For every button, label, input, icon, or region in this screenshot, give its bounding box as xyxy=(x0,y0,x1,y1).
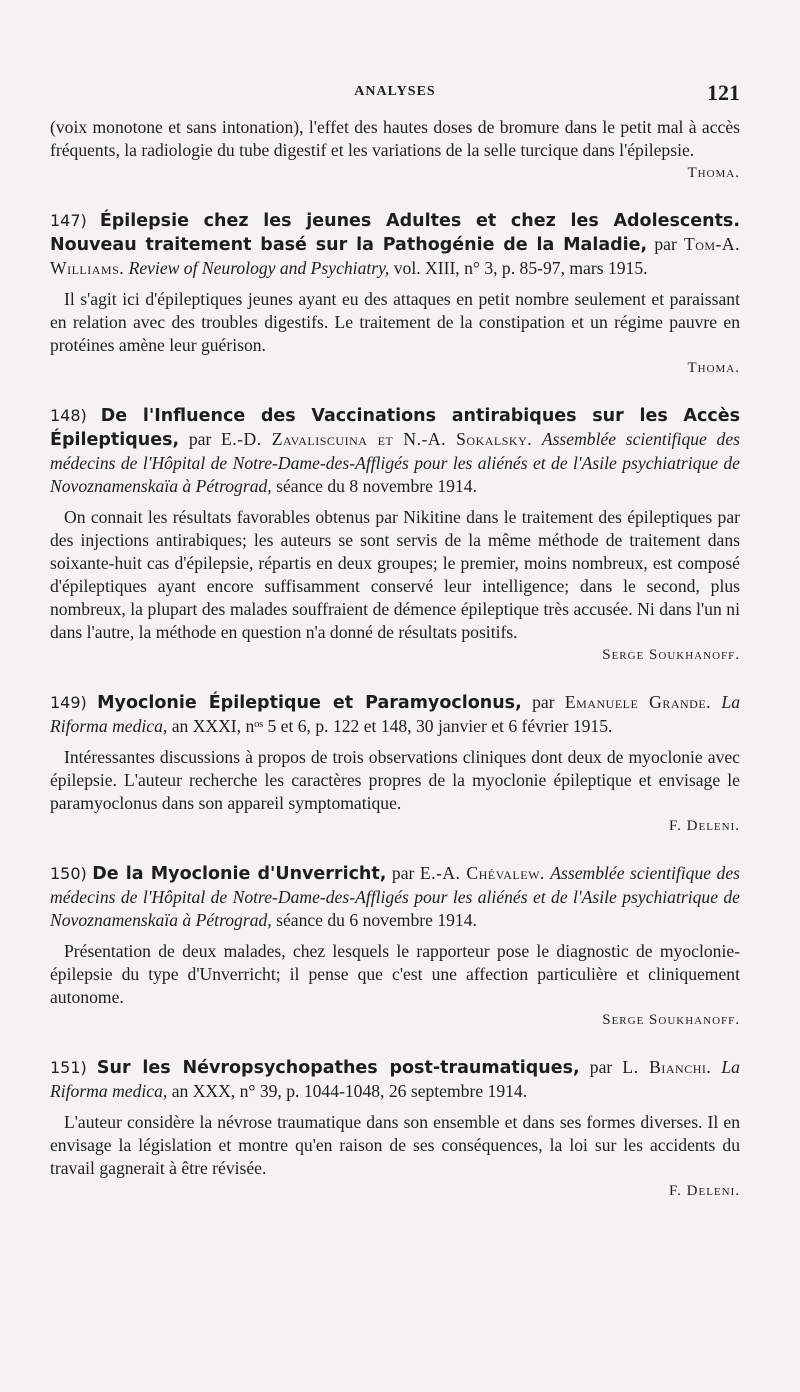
entry-by: par xyxy=(589,1057,613,1077)
entry-title: Épilepsie chez les jeunes Adultes et chez les Adolescents. Nouveau traitement basé sur la Pathogénie de la Maladie, xyxy=(50,211,740,255)
page-header xyxy=(50,80,740,108)
entry-details: an XXX, n° 39, p. 1044-1048, 26 septembre 1914. xyxy=(171,1081,528,1101)
entry-147 xyxy=(50,209,740,380)
entry-details: vol. XIII, n° 3, p. 85-97, mars 1915. xyxy=(393,258,648,278)
running-head: ANALYSES xyxy=(354,84,436,99)
entry-authors: Tom-A. Williams. xyxy=(50,234,740,278)
entry-signature: F. Deleni. xyxy=(669,818,740,834)
entry-authors: L. Bianchi. xyxy=(622,1057,712,1077)
entry-title: De l'Influence des Vaccinations antirabiques sur les Accès Épileptiques, xyxy=(50,406,740,450)
page-content xyxy=(50,116,740,1203)
entry-number: 147) xyxy=(50,211,87,230)
entry-authors: E.-D. Zavaliscuina et N.-A. Sokalsky. xyxy=(220,429,533,449)
entry-by: par xyxy=(188,429,212,449)
entry-signature: Serge Soukhanoff. xyxy=(602,647,740,663)
entry-number: 148) xyxy=(50,406,87,425)
entry-abstract: Intéressantes discussions à propos de trois observations cliniques dont deux de myoclonie avec épilepsie. L'auteur recherche les caractères propres de la myoclonie épileptique et envisage le paramyoclonus dans son appareil symptomatique. xyxy=(50,747,740,813)
entry-heading xyxy=(50,691,740,738)
entry-details: séance du 8 novembre 1914. xyxy=(276,476,477,496)
entry-150 xyxy=(50,862,740,1032)
entry-heading xyxy=(50,209,740,280)
entry-149 xyxy=(50,691,740,838)
entry-source: Assemblée scientifique des médecins de l'Hôpital de Notre-Dame-des-Affligés pour les aliénés et de l'Asile psychiatrique de Novoznamenskaïa à Pétrograd, xyxy=(50,429,740,496)
entry-source: La Riforma medica, xyxy=(50,1057,740,1101)
entry-source: Assemblée scientifique des médecins de l'Hôpital de Notre-Dame-des-Affligés pour les aliénés et de l'Asile psychiatrique de Novoznamenskaïa à Pétrograd, xyxy=(50,863,740,930)
entry-details: séance du 6 novembre 1914. xyxy=(276,910,477,930)
entry-details: an XXXI, nᵒˢ 5 et 6, p. 122 et 148, 30 janvier et 6 février 1915. xyxy=(171,716,613,736)
entry-148 xyxy=(50,404,740,667)
entry-title: Myoclonie Épileptique et Paramyoclonus, xyxy=(97,693,522,713)
entry-abstract: On connait les résultats favorables obtenus par Nikitine dans le traitement des épileptiques par des injections antirabiques; les auteurs se sont servis de la même méthode de traitement dans soixante-huit cas d'épilepsie, répartis en deux groupes; le premier, moins nombreux, est composé d'épileptiques ayant encore suffisamment conservé leur intelligence; dans le second, plus nombreux, la plupart des malades souffraient de démence épileptique très accusée. Ni dans l'un ni dans l'autre, la méthode en question n'a donné de résultats positifs. xyxy=(50,507,740,642)
entry-heading xyxy=(50,404,740,498)
entry-heading xyxy=(50,862,740,932)
entry-title: Sur les Névropsychopathes post-traumatiques, xyxy=(96,1058,580,1078)
entry-source: Review of Neurology and Psychiatry, xyxy=(128,258,390,278)
entry-number: 150) xyxy=(50,864,87,883)
entry-signature: Serge Soukhanoff. xyxy=(602,1012,740,1028)
entry-signature: F. Deleni. xyxy=(669,1183,740,1199)
entry-by: par xyxy=(654,234,677,254)
entry-source: La Riforma medica, xyxy=(50,692,741,736)
entry-heading xyxy=(50,1056,740,1103)
entry-abstract: Présentation de deux malades, chez lesquels le rapporteur pose le diagnostic de myoclonie-épilepsie du type d'Unverricht; il pense que c'est une affection particulière et cliniquement autonome. xyxy=(50,941,740,1007)
entry-authors: E.-A. Chévalew. xyxy=(419,863,545,883)
entry-title: De la Myoclonie d'Unverricht, xyxy=(92,864,387,884)
entry-authors: Emanuele Grande. xyxy=(564,692,712,712)
intro-block xyxy=(50,116,740,185)
entry-number: 151) xyxy=(50,1058,87,1077)
entry-abstract: Il s'agit ici d'épileptiques jeunes ayant eu des attaques en petit nombre seulement et paraissant en relation avec des troubles digestifs. Le traitement de la constipation et un régime pauvre en protéines amène leur guérison. xyxy=(50,289,740,355)
entry-by: par xyxy=(532,692,555,712)
page-number: 121 xyxy=(707,80,740,105)
entry-by: par xyxy=(391,863,415,883)
intro-signature: Thoma. xyxy=(687,165,740,181)
entry-signature: Thoma. xyxy=(687,360,740,376)
entry-151 xyxy=(50,1056,740,1203)
intro-text: (voix monotone et sans intonation), l'effet des hautes doses de bromure dans le petit mal à accès fréquents, la radiologie du tube digestif et les variations de la selle turcique dans l'épilepsie. xyxy=(50,117,740,160)
entry-abstract: L'auteur considère la névrose traumatique dans son ensemble et dans ses formes diverses. Il en envisage la législation et montre qu'en raison de ses conséquences, la loi sur les accidents du travail gagnerait à être révisée. xyxy=(50,1112,740,1178)
entry-number: 149) xyxy=(50,693,87,712)
